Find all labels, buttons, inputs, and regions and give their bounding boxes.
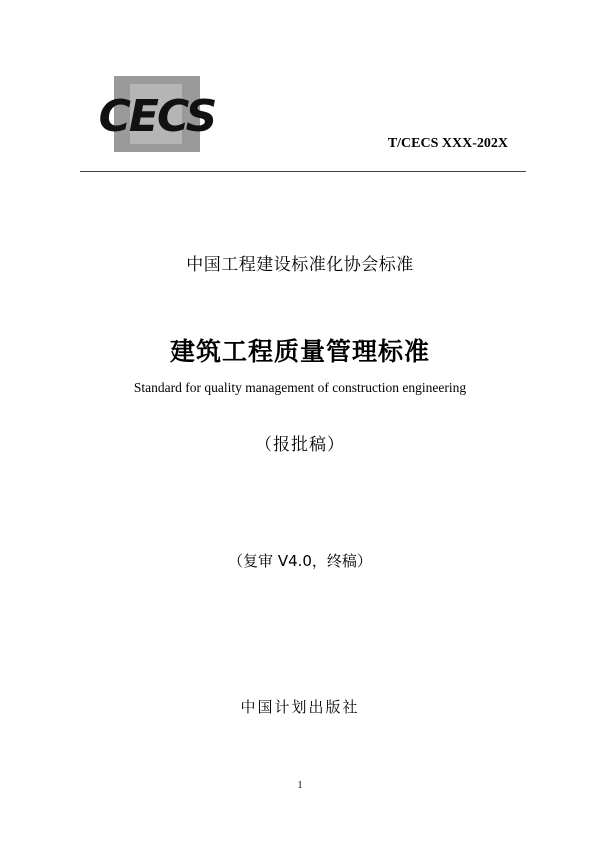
header-divider — [80, 171, 526, 172]
document-title: 建筑工程质量管理标准 — [169, 337, 430, 366]
english-title: Standard for quality management of construction engineering — [133, 380, 467, 395]
cecs-logo — [90, 76, 224, 152]
draft-label: （报批稿） — [255, 435, 345, 455]
association-title: 中国工程建设标准化协会标准 — [186, 255, 414, 275]
publisher-name: 中国计划出版社 — [240, 698, 360, 716]
standard-number: T/CECS XXX-202X — [387, 136, 508, 151]
cecs-logo-text: CECS — [98, 91, 216, 142]
version-note: （复审 V4.0，终稿） — [228, 552, 372, 570]
page-number: 1 — [297, 780, 303, 791]
